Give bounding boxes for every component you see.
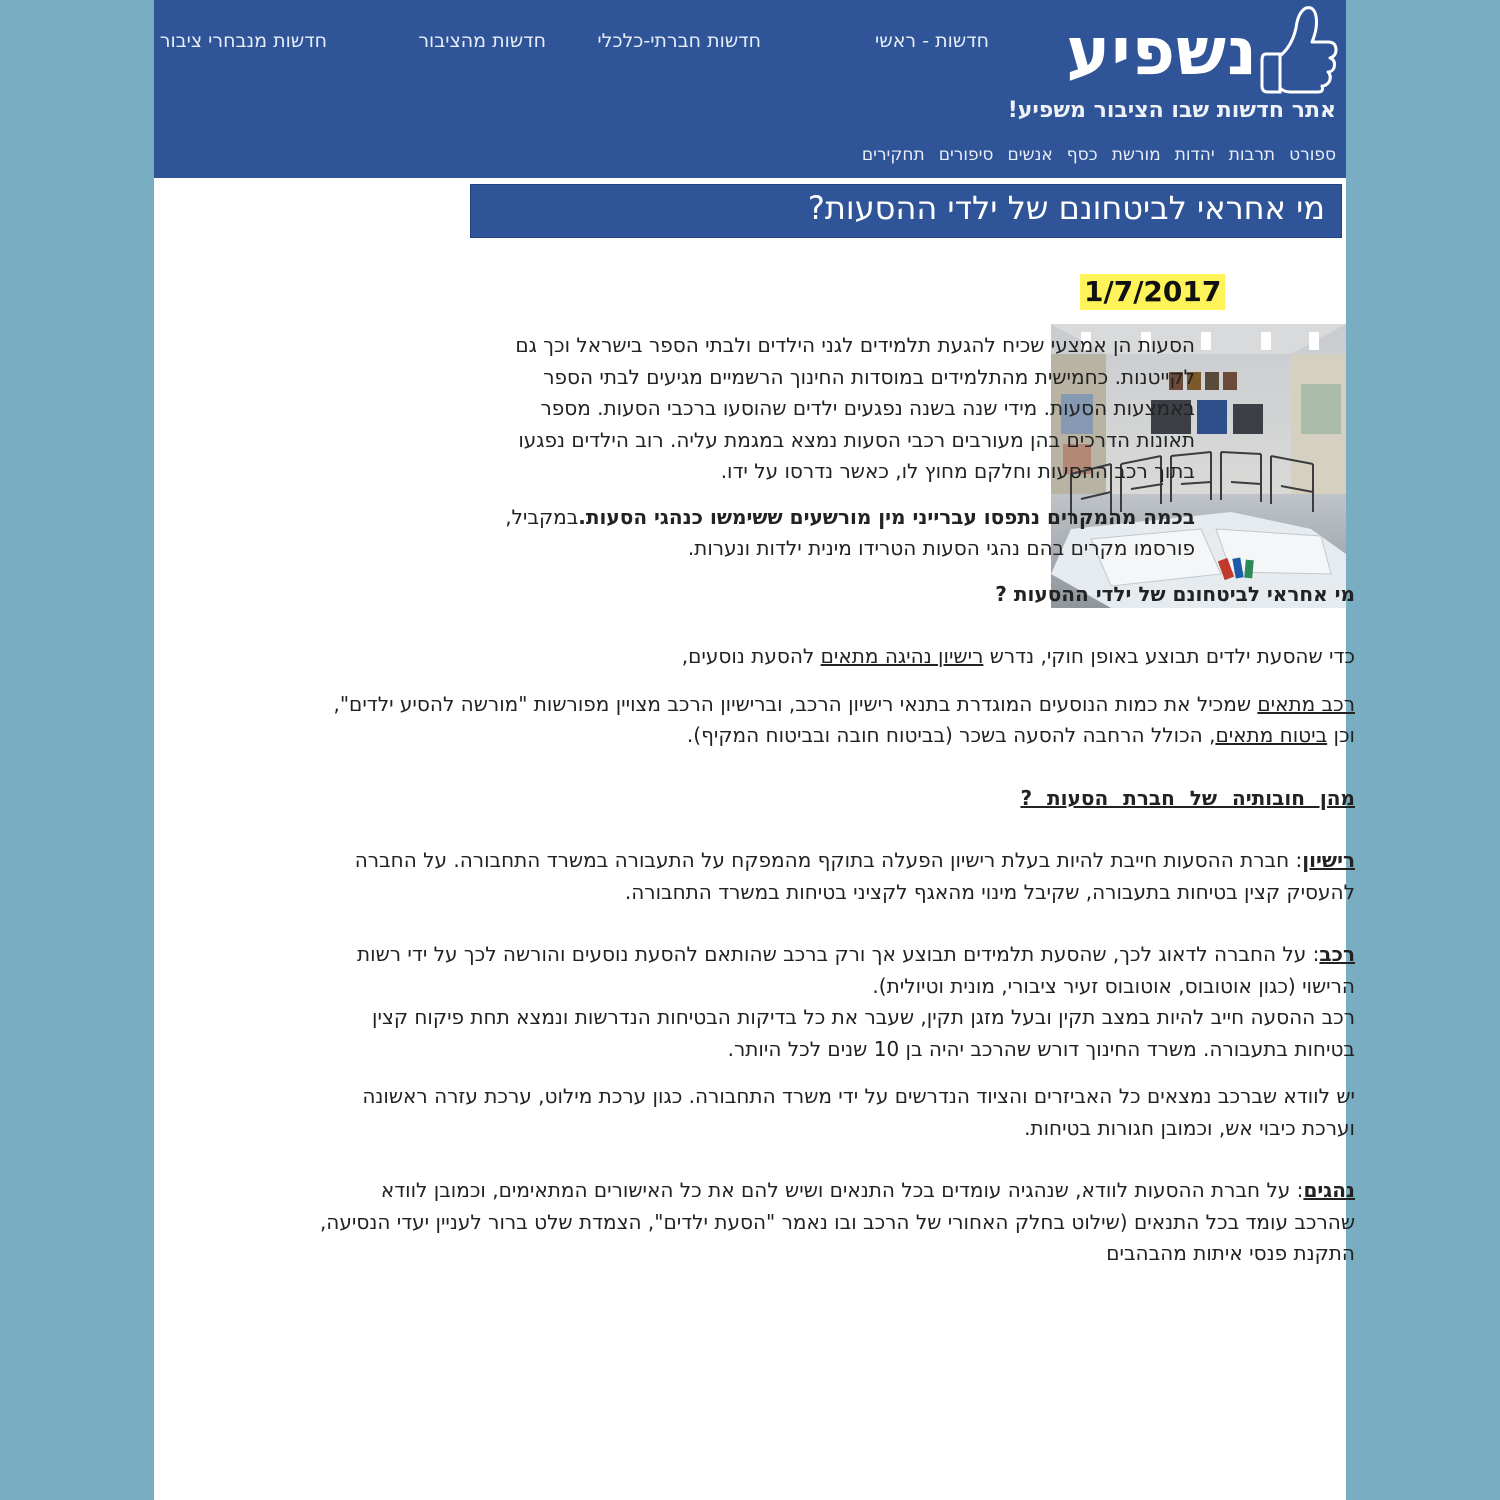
category-judaism[interactable]: יהדות <box>1174 145 1215 165</box>
driving-license-link[interactable]: רישיון נהיגה מתאים <box>820 644 984 668</box>
vehicle-text-b: , הכולל הרחבה להסעה בשכר (בביטוח חובה ובביטוח המקיף). <box>686 723 1216 747</box>
license-text-b: להסעת נוסעים, <box>681 644 821 668</box>
duty-license-text: : חברת ההסעות חייבת להיות בעלת רישיון הפעלה בתוקף מהמפקח על התעבורה במשרד התחבורה. על החברה להעסיק קצין בטיחות בתעבורה, שקיבל מינוי מהאגף לקציני בטיחות במשרד התחבורה. <box>354 848 1355 904</box>
duty-drivers <box>314 1175 1355 1270</box>
category-sport[interactable]: ספורט <box>1289 145 1336 165</box>
suitable-vehicle-link[interactable]: רכב מתאים <box>1257 691 1355 716</box>
duty-equipment: יש לוודא שברכב נמצאים כל האביזרים והציוד הנדרשים על ידי משרד התחבורה. כגון ערכת מילוט, ערכת עזרה ראשונה וערכת כיבוי אש, וכמובן חגורות בטיחות. <box>362 1084 1355 1140</box>
nav-news-main[interactable]: חדשות - ראשי <box>875 30 989 52</box>
category-money[interactable]: כסף <box>1066 145 1098 165</box>
category-stories[interactable]: סיפורים <box>938 145 994 165</box>
category-heritage[interactable]: מורשת <box>1111 145 1161 165</box>
category-culture[interactable]: תרבות <box>1228 145 1276 165</box>
article-title-bar <box>470 184 1342 238</box>
article-title: מי אחראי לביטחונם של ילדי ההסעות? <box>807 189 1325 227</box>
page <box>154 0 1355 1500</box>
heading-responsibility: מי אחראי לביטחונם של ילדי ההסעות ? <box>995 581 1355 606</box>
category-investigations[interactable]: תחקירים <box>861 145 925 165</box>
article-intro: הסעות הן אמצעי שכיח להגעת תלמידים לגני הילדים ולבתי הספר בישראל וכך גם לקייטנות. כחמישית מהתלמידים במוסדות החינוך הרשמיים מגיעים לבתי הספר באמצעות הסעות. מידי שנה בשנה נפגעים ילדים שהוסעו ברכבי הסעות. מספר תאונות הדרכים בהן מעורבים רכבי הסעות נמצא במגמת עליה. רוב הילדים נפגעו בתוך רכב ההסעות וחלקם מחוץ לו, כאשר נדרסו על ידו. <box>515 333 1195 483</box>
suitable-insurance-link[interactable]: ביטוח מתאים <box>1215 723 1328 747</box>
duty-license <box>314 845 1355 908</box>
duty-drivers-text: : על חברת ההסעות לוודא, שנהגיה עומדים בכל התנאים ושיש להם את כל האישורים המתאימים, וכמובן לוודא שהרכב עומד בכל התנאים (שילוט בחלק האחורי של הרכב ובו נאמר "הסעת ילדים", הצמדת שלט ברור לעניין יעדי הנסיעה, התקנת פנסי איתות מהבהבים <box>319 1178 1355 1265</box>
article-body <box>314 330 1355 1270</box>
nav-news-public[interactable]: חדשות מהציבור <box>418 30 546 52</box>
duty-license-label: רישיון <box>1302 848 1355 872</box>
vehicle-text-a: שמכיל את כמות הנוסעים המוגדרת בתנאי רישיון הרכב, וברישיון הרכב מצויין מפורשות "מורשה להסיע ילדים", וכן <box>333 691 1355 747</box>
top-nav <box>154 30 994 60</box>
license-text-a: כדי שהסעת ילדים תבוצע באופן חוקי, נדרש <box>983 644 1355 668</box>
heading-company-duties: מהן חובותיה של חברת הסעות ? <box>1020 785 1355 810</box>
category-people[interactable]: אנשים <box>1007 145 1053 165</box>
duty-vehicle <box>314 939 1355 1002</box>
article-date: 1/7/2017 <box>1080 274 1225 310</box>
duty-vehicle-text: : על החברה לדאוג לכך, שהסעת תלמידים תבוצע אך ורק ברכב שהותאם להסעת נוסעים והורשה לכך על ידי רשות הרישוי (כגון אוטובוס, אוטובוס זעיר ציבורי, מונית וטיולית). <box>357 942 1355 998</box>
article-paragraph-offenders <box>485 502 1195 565</box>
logo-text: נשפיע <box>1066 13 1258 90</box>
category-nav <box>862 145 1336 165</box>
site-logo[interactable] <box>1028 2 1338 97</box>
nav-news-social-economic[interactable]: חדשות חברתי-כלכלי <box>597 30 761 52</box>
site-tagline: אתר חדשות שבו הציבור משפיע! <box>1007 98 1336 123</box>
nav-news-officials[interactable]: חדשות מנבחרי ציבור <box>159 30 327 52</box>
article-paragraph-vehicle <box>314 689 1355 752</box>
offenders-bold: בכמה מהמקרים נתפסו עברייני מין מורשעים ששימשו כנהגי הסעות. <box>578 504 1195 529</box>
duty-vehicle-condition: רכב ההסעה חייב להיות במצב תקין ובעל מזגן תקין, שעבר את כל בדיקות הבטיחות הנדרשות ונמצא תחת פיקוח קצין בטיחות בתעבורה. משרד החינוך דורש שהרכב יהיה בן 10 שנים לכל היותר. <box>372 1005 1355 1061</box>
duty-drivers-label: נהגים <box>1303 1178 1355 1202</box>
site-header <box>154 0 1346 178</box>
duty-vehicle-label: רכב <box>1319 942 1355 966</box>
thumbs-up-icon <box>1256 2 1338 94</box>
article-paragraph-license <box>314 641 1355 673</box>
offenders-text: במקביל, פורסמו מקרים בהם נהגי הסעות הטרידו מינית ילדות ונערות. <box>505 504 1195 560</box>
